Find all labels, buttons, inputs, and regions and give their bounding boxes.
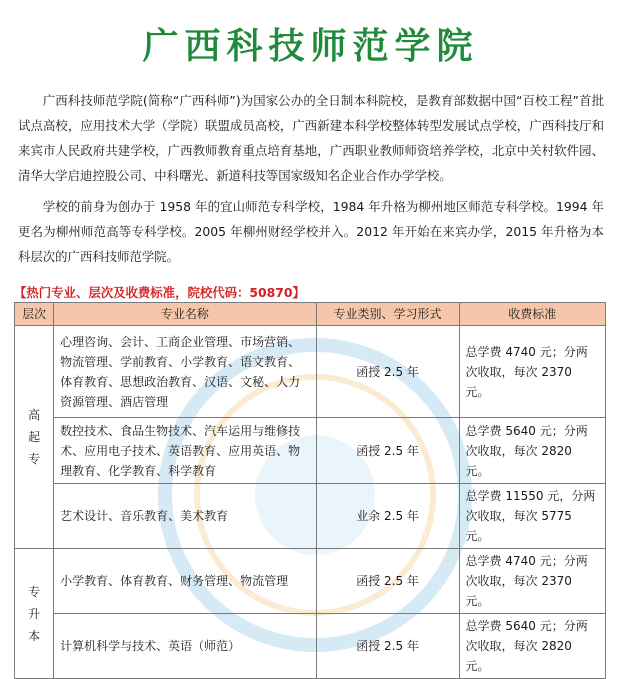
school-name-title: 广西科技师范学院 <box>142 25 479 67</box>
fee-table <box>14 302 606 679</box>
table-header-row <box>15 303 606 326</box>
type-cell: 业余 2.5 年 <box>316 484 459 549</box>
majors-cell: 计算机科学与技术、英语（师范） <box>54 614 316 679</box>
majors-cell: 小学教育、体育教育、财务管理、物流管理 <box>54 549 316 614</box>
table-row <box>15 484 606 549</box>
intro-paragraph: 广西科技师范学院(简称“广西科师”)为国家公办的全日制本科院校，是教育部数据中国“百校工程”首批试点高校，应用技术大学（学院）联盟成员高校，广西新建本科学校整体转型发展试点学校，广西科技厅和来宾市人民政府共建学校，广西教师教育重点培育基地，广西职业教师师资培养学校，北京中关村软件园、清华大学启迪控股公司、中科曙光、新道科技等国家级知名企业合作办学学校。 <box>18 93 604 183</box>
table-row <box>15 418 606 484</box>
column-header-type: 专业类别、学习形式 <box>316 303 459 326</box>
fee-cell: 总学费 4740 元；分两次收取，每次 2370 元。 <box>459 326 605 418</box>
level-cell <box>15 326 54 549</box>
intro-text <box>18 88 604 269</box>
fee-section-heading: 【热门专业、层次及收费标准，院校代码：50870】 <box>14 285 305 300</box>
fee-cell: 总学费 11550 元，分两次收取，每次 5775 元。 <box>459 484 605 549</box>
type-cell: 函授 2.5 年 <box>316 614 459 679</box>
intro-paragraph: 学校的前身为创办于 1958 年的宜山师范专科学校，1984 年升格为柳州地区师范专科学校。1994 年更名为柳州师范高等专科学校。2005 年柳州财经学校并入。2012 年开始在来宾办学，2015 年升格为本科层次的广西科技师范学院。 <box>18 199 604 264</box>
majors-cell: 心理咨询、会计、工商企业管理、市场营销、物流管理、学前教育、小学教育、语文教育、体育教育、思想政治教育、汉语、文秘、人力资源管理、酒店管理 <box>54 326 316 418</box>
level-label: 专升本 <box>28 584 41 643</box>
type-cell: 函授 2.5 年 <box>316 418 459 484</box>
fee-cell: 总学费 5640 元；分两次收取，每次 2820 元。 <box>459 418 605 484</box>
majors-cell: 艺术设计、音乐教育、美术教育 <box>54 484 316 549</box>
fee-cell: 总学费 5640 元；分两次收取，每次 2820 元。 <box>459 614 605 679</box>
fee-cell: 总学费 4740 元；分两次收取，每次 2370 元。 <box>459 549 605 614</box>
majors-cell: 数控技术、食品生物技术、汽车运用与维修技术、应用电子技术、英语教育、应用英语、物理教育、化学教育、科学教育 <box>54 418 316 484</box>
column-header-fee: 收费标准 <box>459 303 605 326</box>
table-row <box>15 614 606 679</box>
type-cell: 函授 2.5 年 <box>316 326 459 418</box>
column-header-level: 层次 <box>15 303 54 326</box>
level-label: 高起专 <box>28 408 41 466</box>
type-cell: 函授 2.5 年 <box>316 549 459 614</box>
table-row <box>15 549 606 614</box>
table-row <box>15 326 606 418</box>
column-header-major: 专业名称 <box>54 303 316 326</box>
level-cell <box>15 549 54 679</box>
